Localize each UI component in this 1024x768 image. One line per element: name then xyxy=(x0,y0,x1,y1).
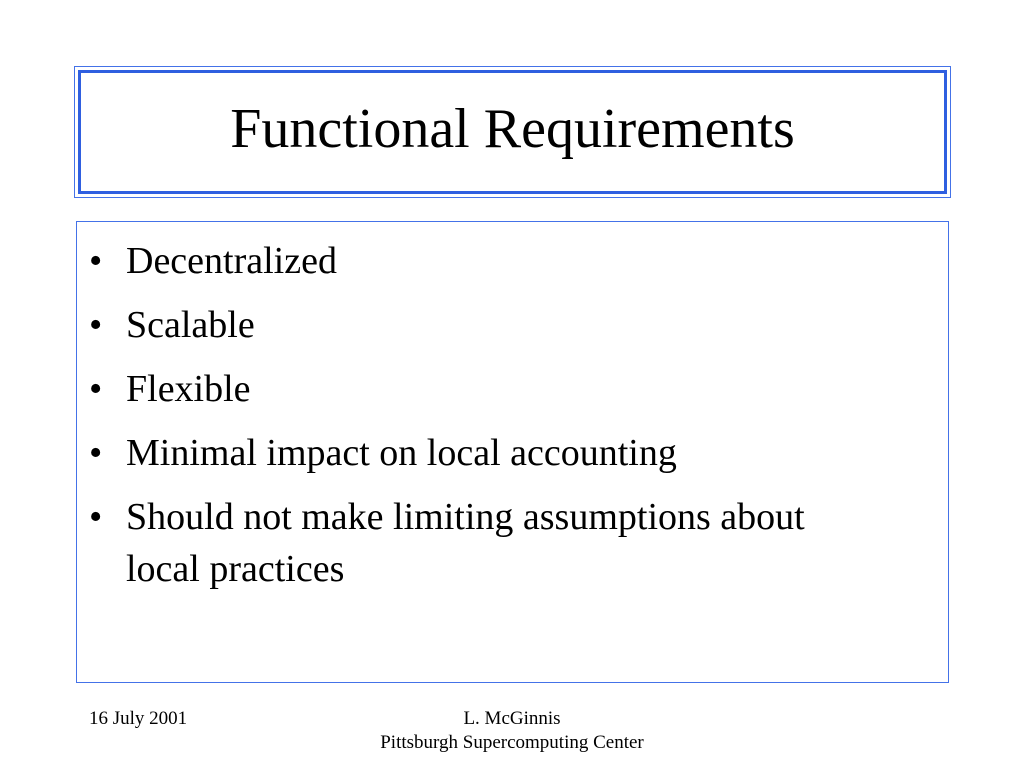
bullet-item xyxy=(89,299,948,351)
bullet-list xyxy=(77,222,948,595)
footer-center xyxy=(312,707,712,755)
bullet-item xyxy=(89,235,948,287)
bullet-item xyxy=(89,491,948,595)
footer-organization: Pittsburgh Supercomputing Center xyxy=(380,732,644,753)
bullet-marker: • xyxy=(89,240,103,282)
bullet-marker: • xyxy=(89,496,103,538)
slide-title: Functional Requirements xyxy=(230,98,795,160)
bullet-marker: • xyxy=(89,368,103,410)
footer-date: 16 July 2001 xyxy=(89,708,188,729)
bullet-text: Scalable xyxy=(126,304,255,346)
footer-author: L. McGinnis xyxy=(463,708,561,729)
title-box xyxy=(74,66,951,198)
bullet-marker: • xyxy=(89,432,103,474)
bullet-text: Decentralized xyxy=(126,240,337,282)
bullet-text: Should not make limiting assumptions about local practices xyxy=(126,496,805,590)
bullet-item xyxy=(89,427,948,479)
content-box xyxy=(76,221,949,683)
bullet-text: Flexible xyxy=(126,368,251,410)
title-inner-border xyxy=(78,70,947,194)
bullet-text: Minimal impact on local accounting xyxy=(126,432,677,474)
bullet-item xyxy=(89,363,948,415)
bullet-marker: • xyxy=(89,304,103,346)
